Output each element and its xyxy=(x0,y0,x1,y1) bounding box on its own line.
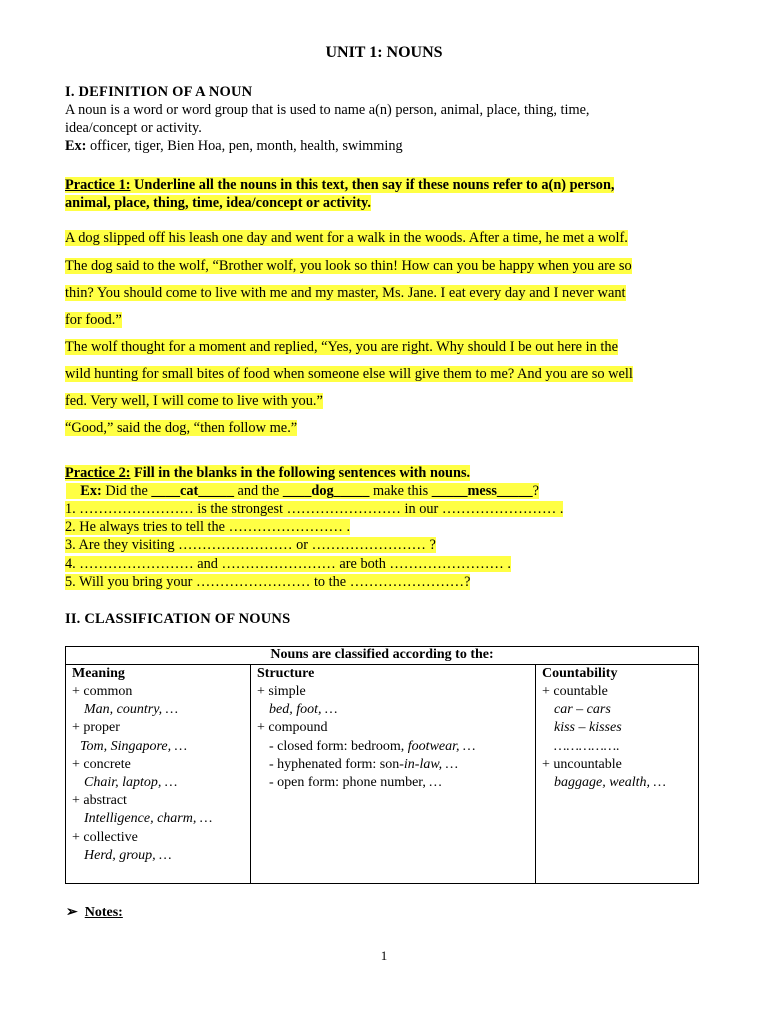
practice2-item-2 xyxy=(65,519,350,536)
story-text: “Good,” said the dog, “then follow me.” xyxy=(65,420,298,436)
structure-simple: + simple xyxy=(257,684,306,699)
practice2-label: Practice 2: xyxy=(65,465,131,481)
meaning-common: + common xyxy=(72,684,133,699)
example-text: and the xyxy=(233,483,283,499)
example-text: officer, tiger, Bien Hoa, pen, month, health, swimming xyxy=(86,138,403,154)
arrow-bullet-icon: ➢ xyxy=(66,905,78,920)
definition-line-2: idea/concept or activity. xyxy=(65,120,202,136)
practice1-instruction-text: Underline all the nouns in this text, then say if these nouns refer to a(n) person, xyxy=(130,177,615,193)
structure-column xyxy=(251,665,536,884)
practice2-example xyxy=(66,483,539,500)
blank-sentence: 5. Will you bring your …………………… to the ……………………? xyxy=(65,574,471,590)
meaning-column xyxy=(66,665,251,884)
story-line-2 xyxy=(65,257,632,275)
structure-hyphenated-form xyxy=(257,756,529,774)
example-answer-cat: ____cat_____ xyxy=(151,483,234,499)
meaning-concrete: + concrete xyxy=(72,756,131,772)
open-form-example: … xyxy=(429,775,442,791)
story-line-4 xyxy=(65,311,122,329)
blank-sentence: 1. …………………… is the strongest …………………… in our …………………… . xyxy=(65,501,564,517)
meaning-concrete-example: Chair, laptop, … xyxy=(84,775,178,791)
notes-label: Notes: xyxy=(84,905,123,920)
table-header: Nouns are classified according to the: xyxy=(66,647,699,665)
meaning-title: Meaning xyxy=(72,666,125,681)
notes-heading xyxy=(66,904,123,921)
story-text: for food.” xyxy=(65,312,122,328)
story-text: thin? You should come to live with me and my master, Ms. Jane. I eat every day and I never want xyxy=(65,285,626,301)
story-text: The wolf thought for a moment and replied, “Yes, you are right. Why should I be out here in the xyxy=(65,339,618,355)
example-label: Ex: xyxy=(65,138,87,154)
story-line-7 xyxy=(65,392,323,410)
story-line-8 xyxy=(65,419,297,437)
meaning-common-example: Man, country, … xyxy=(84,702,179,718)
story-line-1 xyxy=(65,229,628,247)
countability-uncountable: + uncountable xyxy=(542,756,622,772)
open-form-label: - open form: phone number, xyxy=(269,775,430,791)
example-text: Did the xyxy=(101,483,152,499)
section-definition-heading: I. DEFINITION OF A NOUN xyxy=(65,84,253,100)
page-title: UNIT 1: NOUNS xyxy=(325,44,443,61)
countability-title: Countability xyxy=(542,666,618,681)
practice1-label: Practice 1: xyxy=(65,177,131,193)
structure-title: Structure xyxy=(257,666,315,681)
classification-table xyxy=(65,646,699,884)
example-answer-mess: _____mess_____ xyxy=(431,483,533,499)
countable-example-3: ……………. xyxy=(554,738,620,754)
practice1-instruction-line-1 xyxy=(65,177,614,194)
meaning-collective: + collective xyxy=(72,829,138,845)
practice2-instruction-text: Fill in the blanks in the following sentences with nouns. xyxy=(130,465,471,481)
closed-form-label: - closed form: bedroom, xyxy=(269,738,408,754)
countable-example-2: kiss – kisses xyxy=(554,720,622,736)
practice2-item-3 xyxy=(65,537,436,554)
structure-compound: + compound xyxy=(257,720,328,736)
page-number: 1 xyxy=(380,948,388,963)
countable-example-1: car – cars xyxy=(554,702,611,718)
meaning-proper-example: Tom, Singapore, … xyxy=(80,738,188,754)
meaning-proper: + proper xyxy=(72,720,120,736)
definition-line-1: A noun is a word or word group that is used to name a(n) person, animal, place, thing, time, xyxy=(65,102,590,118)
definition-example xyxy=(65,138,403,155)
story-line-5 xyxy=(65,338,618,356)
story-text: The dog said to the wolf, “Brother wolf, you look so thin! How can you be happy when you are so xyxy=(65,258,632,274)
uncountable-example: baggage, wealth, … xyxy=(554,775,666,791)
blank-sentence: 3. Are they visiting …………………… or …………………… ? xyxy=(65,537,436,553)
practice2-example-label: Ex: xyxy=(80,483,102,499)
countability-column xyxy=(536,665,699,884)
section-classification-heading: II. CLASSIFICATION OF NOUNS xyxy=(65,611,291,627)
blank-sentence: 2. He always tries to tell the …………………… . xyxy=(65,519,351,535)
hyphenated-form-example: in-law, … xyxy=(403,756,459,772)
practice1-instruction-line-2 xyxy=(65,195,371,212)
story-text: fed. Very well, I will come to live with you.” xyxy=(65,393,323,409)
practice1-instruction-text-2: animal, place, thing, time, idea/concept or activity. xyxy=(65,195,371,211)
meaning-collective-example: Herd, group, … xyxy=(84,847,172,863)
practice2-item-4 xyxy=(65,556,511,573)
practice2-instruction xyxy=(65,465,470,482)
hyphenated-form-label: - hyphenated form: son- xyxy=(269,756,404,772)
structure-closed-form xyxy=(257,738,529,756)
story-text: A dog slipped off his leash one day and went for a walk in the woods. After a time, he met a wolf. xyxy=(65,230,628,246)
meaning-abstract-example: Intelligence, charm, … xyxy=(84,811,213,827)
example-text: make this xyxy=(369,483,432,499)
practice2-item-5 xyxy=(65,574,470,591)
structure-simple-example: bed, foot, … xyxy=(269,702,338,718)
countability-countable: + countable xyxy=(542,684,608,699)
story-line-6 xyxy=(65,365,633,383)
practice2-item-1 xyxy=(65,501,563,518)
structure-open-form xyxy=(257,774,529,792)
story-text: wild hunting for small bites of food when someone else will give them to me? And you are so well xyxy=(65,366,633,382)
blank-sentence: 4. …………………… and …………………… are both …………………… . xyxy=(65,556,511,572)
closed-form-example: footwear, … xyxy=(407,738,476,754)
story-line-3 xyxy=(65,284,626,302)
meaning-abstract: + abstract xyxy=(72,793,127,809)
example-answer-dog: ____dog_____ xyxy=(282,483,370,499)
example-text: ? xyxy=(532,483,539,499)
